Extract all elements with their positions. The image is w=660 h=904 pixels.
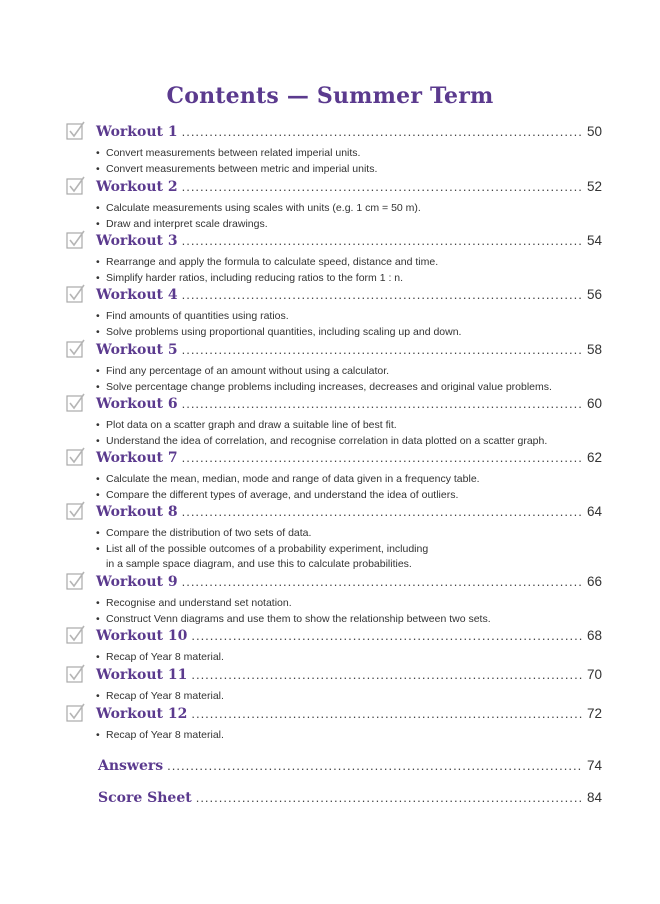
topic-list	[66, 418, 602, 449]
checkbox-tick-icon[interactable]	[66, 230, 86, 250]
workout-entry-12	[66, 706, 602, 744]
workout-entry-7	[66, 450, 602, 503]
topic-item: • Understand the idea of correlation, and recognise correlation in data plotted on a scatter graph.	[96, 434, 602, 450]
topic-item-continuation	[96, 557, 602, 573]
workout-title[interactable]: Workout 2	[96, 179, 178, 195]
topic-item: • Recap of Year 8 material.	[96, 650, 602, 666]
workout-entry-10	[66, 628, 602, 666]
topic-item: • Recap of Year 8 material.	[96, 728, 602, 744]
topic-list	[66, 596, 602, 627]
topic-item: • List all of the possible outcomes of a probability experiment, including	[96, 542, 602, 558]
score-sheet-title[interactable]: Score Sheet	[98, 790, 192, 806]
workout-entry-2	[66, 179, 602, 232]
page-number: 68	[586, 628, 602, 643]
checkbox-tick-icon[interactable]	[66, 121, 86, 141]
continuation-text: in a sample space diagram, and use this to calculate probabilities.	[106, 558, 412, 571]
page-number: 52	[586, 179, 602, 194]
topic-item: • Plot data on a scatter graph and draw a suitable line of best fit.	[96, 418, 602, 434]
checkbox-tick-icon[interactable]	[66, 284, 86, 304]
topic-item: • Calculate measurements using scales with units (e.g. 1 cm = 50 m).	[96, 201, 602, 217]
workout-title[interactable]: Workout 12	[96, 706, 188, 722]
workout-entry-8	[66, 504, 602, 573]
topic-list	[66, 728, 602, 744]
page-number: 58	[586, 342, 602, 357]
topic-item: • Draw and interpret scale drawings.	[96, 217, 602, 233]
dot-leader	[182, 396, 583, 411]
page-number: 70	[586, 667, 602, 682]
workout-title[interactable]: Workout 7	[96, 450, 178, 466]
checkbox-tick-icon[interactable]	[66, 664, 86, 684]
page-number: 56	[586, 287, 602, 302]
dot-leader	[196, 790, 583, 805]
workout-title[interactable]: Workout 11	[96, 667, 188, 683]
page-number: 50	[586, 124, 602, 139]
workout-title[interactable]: Workout 3	[96, 233, 178, 249]
dot-leader	[182, 450, 583, 465]
topic-item: • Find any percentage of an amount without using a calculator.	[96, 364, 602, 380]
topic-list	[66, 650, 602, 666]
workout-entry-1	[66, 124, 602, 177]
topic-item: • Rearrange and apply the formula to calculate speed, distance and time.	[96, 255, 602, 271]
dot-leader	[182, 124, 583, 139]
dot-leader	[191, 628, 583, 643]
topic-list	[66, 201, 602, 232]
dot-leader	[182, 179, 583, 194]
dot-leader	[182, 504, 583, 519]
workout-title[interactable]: Workout 9	[96, 574, 178, 590]
page-number: 62	[586, 450, 602, 465]
checkbox-tick-icon[interactable]	[66, 176, 86, 196]
workout-entry-9	[66, 574, 602, 627]
score-sheet-entry	[66, 790, 602, 812]
topic-list	[66, 526, 602, 573]
topic-item: • Solve percentage change problems including increases, decreases and original value problems.	[96, 380, 602, 396]
dot-leader	[167, 758, 583, 773]
topic-item: • Convert measurements between metric and imperial units.	[96, 162, 602, 178]
topic-list	[66, 689, 602, 705]
topic-item: • Recognise and understand set notation.	[96, 596, 602, 612]
dot-leader	[191, 706, 583, 721]
page-number: 66	[586, 574, 602, 589]
checkbox-tick-icon[interactable]	[66, 393, 86, 413]
topic-item: • Calculate the mean, median, mode and range of data given in a frequency table.	[96, 472, 602, 488]
answers-title[interactable]: Answers	[98, 758, 164, 774]
dot-leader	[182, 287, 583, 302]
topic-item: • Find amounts of quantities using ratios.	[96, 309, 602, 325]
topic-item: • Compare the different types of average, and understand the idea of outliers.	[96, 488, 602, 504]
topic-item: • Solve problems using proportional quantities, including scaling up and down.	[96, 325, 602, 341]
workout-entry-4	[66, 287, 602, 340]
workout-title[interactable]: Workout 8	[96, 504, 178, 520]
checkbox-tick-icon[interactable]	[66, 501, 86, 521]
workout-entry-6	[66, 396, 602, 449]
topic-list	[66, 472, 602, 503]
topic-list	[66, 309, 602, 340]
dot-leader	[182, 574, 583, 589]
page-number: 74	[586, 758, 602, 773]
checkbox-tick-icon[interactable]	[66, 447, 86, 467]
workout-title[interactable]: Workout 5	[96, 342, 178, 358]
dot-leader	[182, 233, 583, 248]
topic-item: • Recap of Year 8 material.	[96, 689, 602, 705]
topic-list	[66, 146, 602, 177]
page-number: 72	[586, 706, 602, 721]
topic-list	[66, 364, 602, 395]
workout-entry-11	[66, 667, 602, 705]
page-number: 54	[586, 233, 602, 248]
answers-entry	[66, 758, 602, 780]
topic-item: • Construct Venn diagrams and use them to show the relationship between two sets.	[96, 612, 602, 628]
checkbox-tick-icon[interactable]	[66, 625, 86, 645]
topic-item: • Compare the distribution of two sets of data.	[96, 526, 602, 542]
workout-entry-5	[66, 342, 602, 395]
workout-entry-3	[66, 233, 602, 286]
dot-leader	[182, 342, 583, 357]
page-number: 60	[586, 396, 602, 411]
page-number: 64	[586, 504, 602, 519]
page-number: 84	[586, 790, 602, 805]
checkbox-tick-icon[interactable]	[66, 339, 86, 359]
workout-title[interactable]: Workout 4	[96, 287, 178, 303]
topic-item: • Convert measurements between related imperial units.	[96, 146, 602, 162]
topic-item: • Simplify harder ratios, including reducing ratios to the form 1 : n.	[96, 271, 602, 287]
workout-title[interactable]: Workout 6	[96, 396, 178, 412]
workout-title[interactable]: Workout 10	[96, 628, 188, 644]
dot-leader	[191, 667, 583, 682]
page-title: Contents — Summer Term	[166, 83, 494, 109]
checkbox-tick-icon[interactable]	[66, 703, 86, 723]
checkbox-tick-icon[interactable]	[66, 571, 86, 591]
topic-list	[66, 255, 602, 286]
workout-title[interactable]: Workout 1	[96, 124, 178, 140]
